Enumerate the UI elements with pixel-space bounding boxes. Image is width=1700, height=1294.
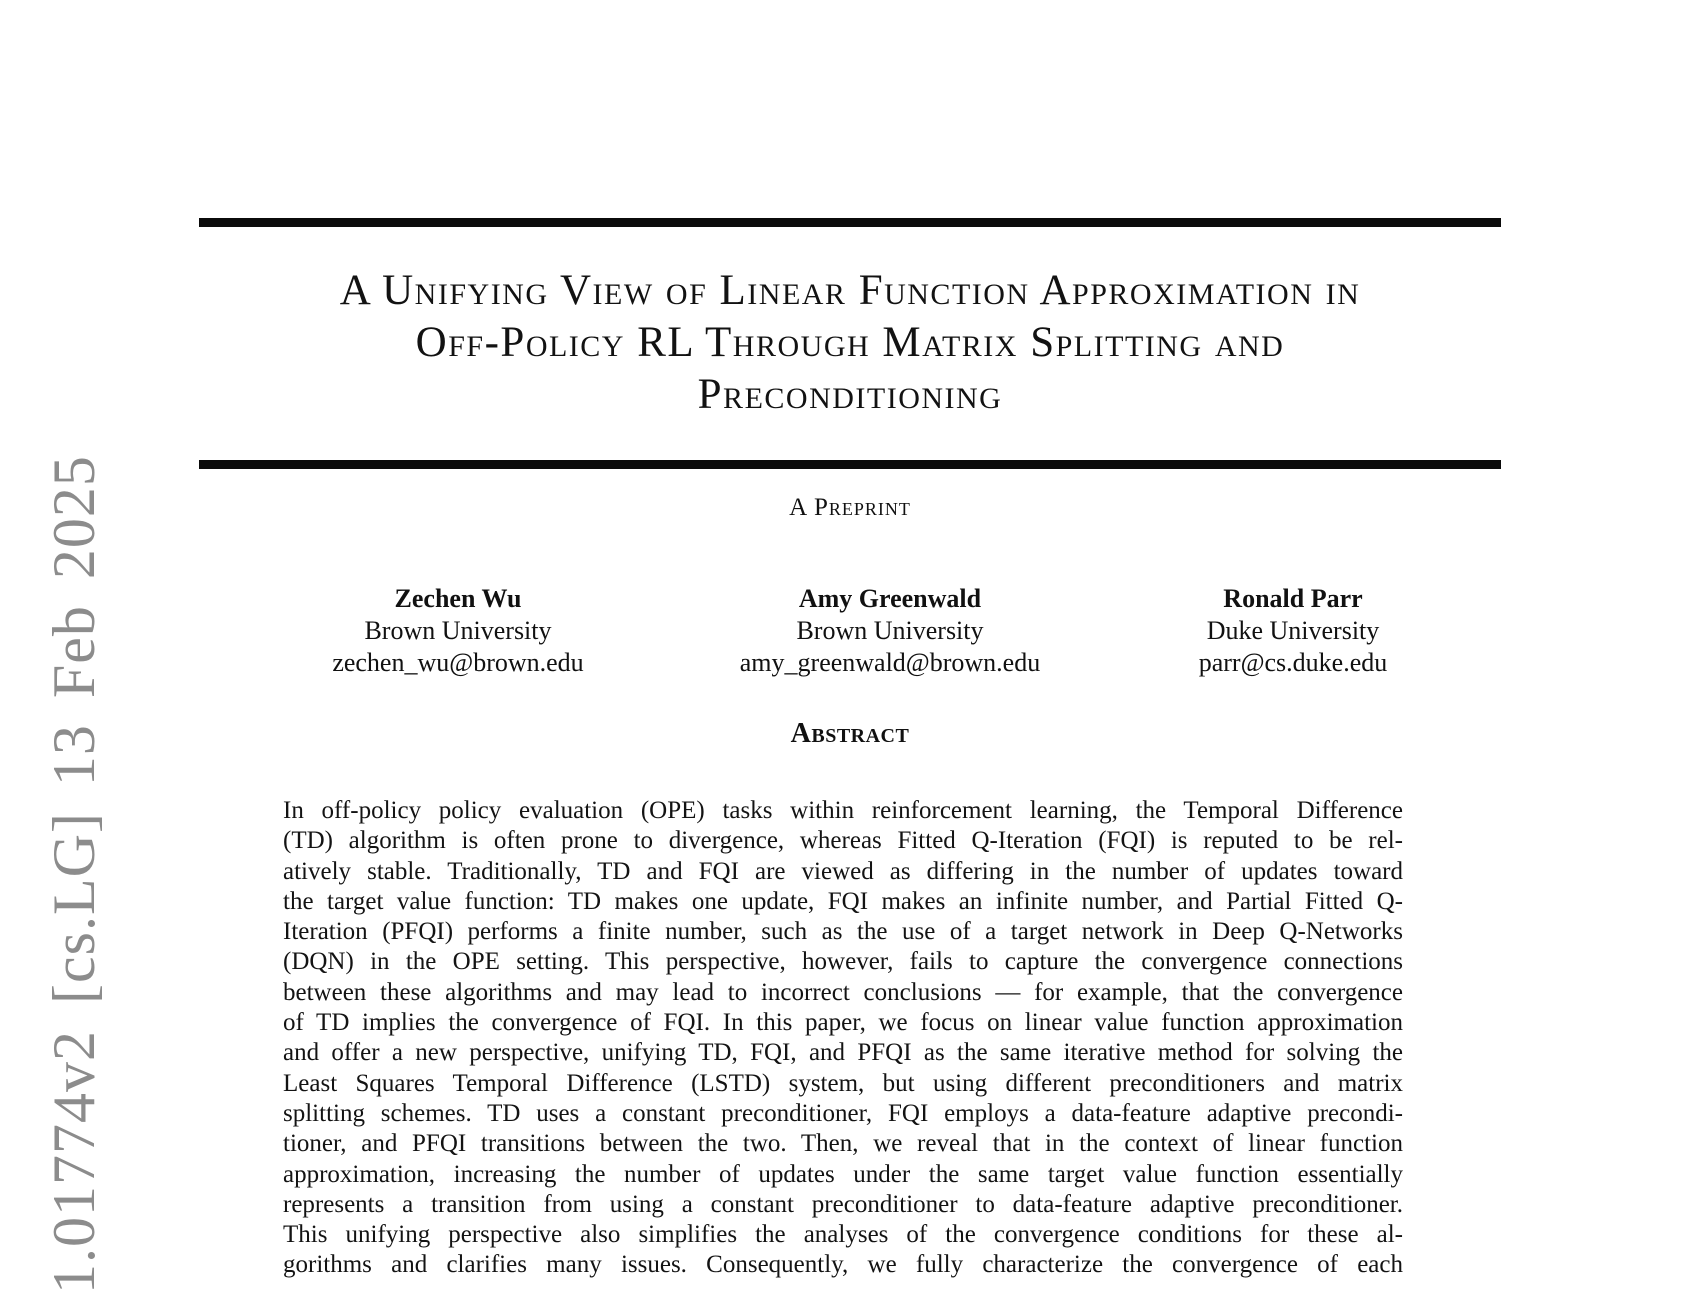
author-name: Ronald Parr xyxy=(1223,584,1363,613)
author-name: Zechen Wu xyxy=(394,584,522,613)
author-affiliation: Brown University xyxy=(796,616,984,645)
abstract-line: (DQN) in the OPE setting. This perspective, however, fails to capture the convergence connections xyxy=(283,948,1403,976)
author-affiliation: Brown University xyxy=(364,616,552,645)
abstract-heading: Abstract xyxy=(790,718,910,749)
paper-title-line-2: Off-Policy RL Through Matrix Splitting and xyxy=(415,319,1285,366)
author-block-ronald-parr xyxy=(1093,583,1493,679)
arxiv-watermark: 1.01774v2 [cs.LG] 13 Feb 2025 xyxy=(41,455,107,1294)
abstract-line: This unifying perspective also simplifies the analyses of the convergence conditions for these al- xyxy=(283,1221,1403,1249)
author-block-zechen-wu xyxy=(258,583,658,679)
abstract-line: the target value function: TD makes one update, FQI makes an infinite number, and Partial Fitted Q- xyxy=(283,887,1403,915)
abstract-line: tioner, and PFQI transitions between the two. Then, we reveal that in the context of linear function xyxy=(283,1130,1403,1158)
paper-title-line-3: Preconditioning xyxy=(697,371,1003,418)
abstract-line: atively stable. Traditionally, TD and FQI are viewed as differing in the number of updates toward xyxy=(283,857,1403,885)
abstract-line: gorithms and clarifies many issues. Consequently, we fully characterize the convergence of each xyxy=(283,1251,1403,1279)
abstract-line: and offer a new perspective, unifying TD, FQI, and PFQI as the same iterative method for solving the xyxy=(283,1039,1403,1067)
abstract-line: represents a transition from using a constant preconditioner to data-feature adaptive preconditioner. xyxy=(283,1190,1403,1218)
author-name: Amy Greenwald xyxy=(798,584,982,613)
paper-title xyxy=(199,265,1501,421)
abstract-line: approximation, increasing the number of updates under the same target value function essentially xyxy=(283,1160,1403,1188)
abstract-line: between these algorithms and may lead to incorrect conclusions — for example, that the convergence xyxy=(283,978,1403,1006)
abstract-text xyxy=(283,796,1403,1281)
author-email: amy_greenwald@brown.edu xyxy=(739,648,1041,677)
author-email: parr@cs.duke.edu xyxy=(1198,648,1388,677)
abstract-line: of TD implies the convergence of FQI. In this paper, we focus on linear value function approximation xyxy=(283,1009,1403,1037)
preprint-label: A Preprint xyxy=(789,494,911,521)
author-email: zechen_wu@brown.edu xyxy=(332,648,584,677)
title-rule-top xyxy=(199,218,1501,227)
paper-title-line-1: A Unifying View of Linear Function Approximation in xyxy=(339,267,1361,314)
abstract-line: splitting schemes. TD uses a constant preconditioner, FQI employs a data-feature adaptive precondi- xyxy=(283,1099,1403,1127)
abstract-line: Iteration (PFQI) performs a finite number, such as the use of a target network in Deep Q-Networks xyxy=(283,918,1403,946)
abstract-line: Least Squares Temporal Difference (LSTD) system, but using different preconditioners and matrix xyxy=(283,1069,1403,1097)
author-affiliation: Duke University xyxy=(1206,616,1380,645)
abstract-line: (TD) algorithm is often prone to divergence, whereas Fitted Q-Iteration (FQI) is reputed to be rel- xyxy=(283,827,1403,855)
author-block-amy-greenwald xyxy=(690,583,1090,679)
abstract-line: In off-policy policy evaluation (OPE) tasks within reinforcement learning, the Temporal Difference xyxy=(283,797,1403,824)
title-rule-bottom xyxy=(199,460,1501,469)
